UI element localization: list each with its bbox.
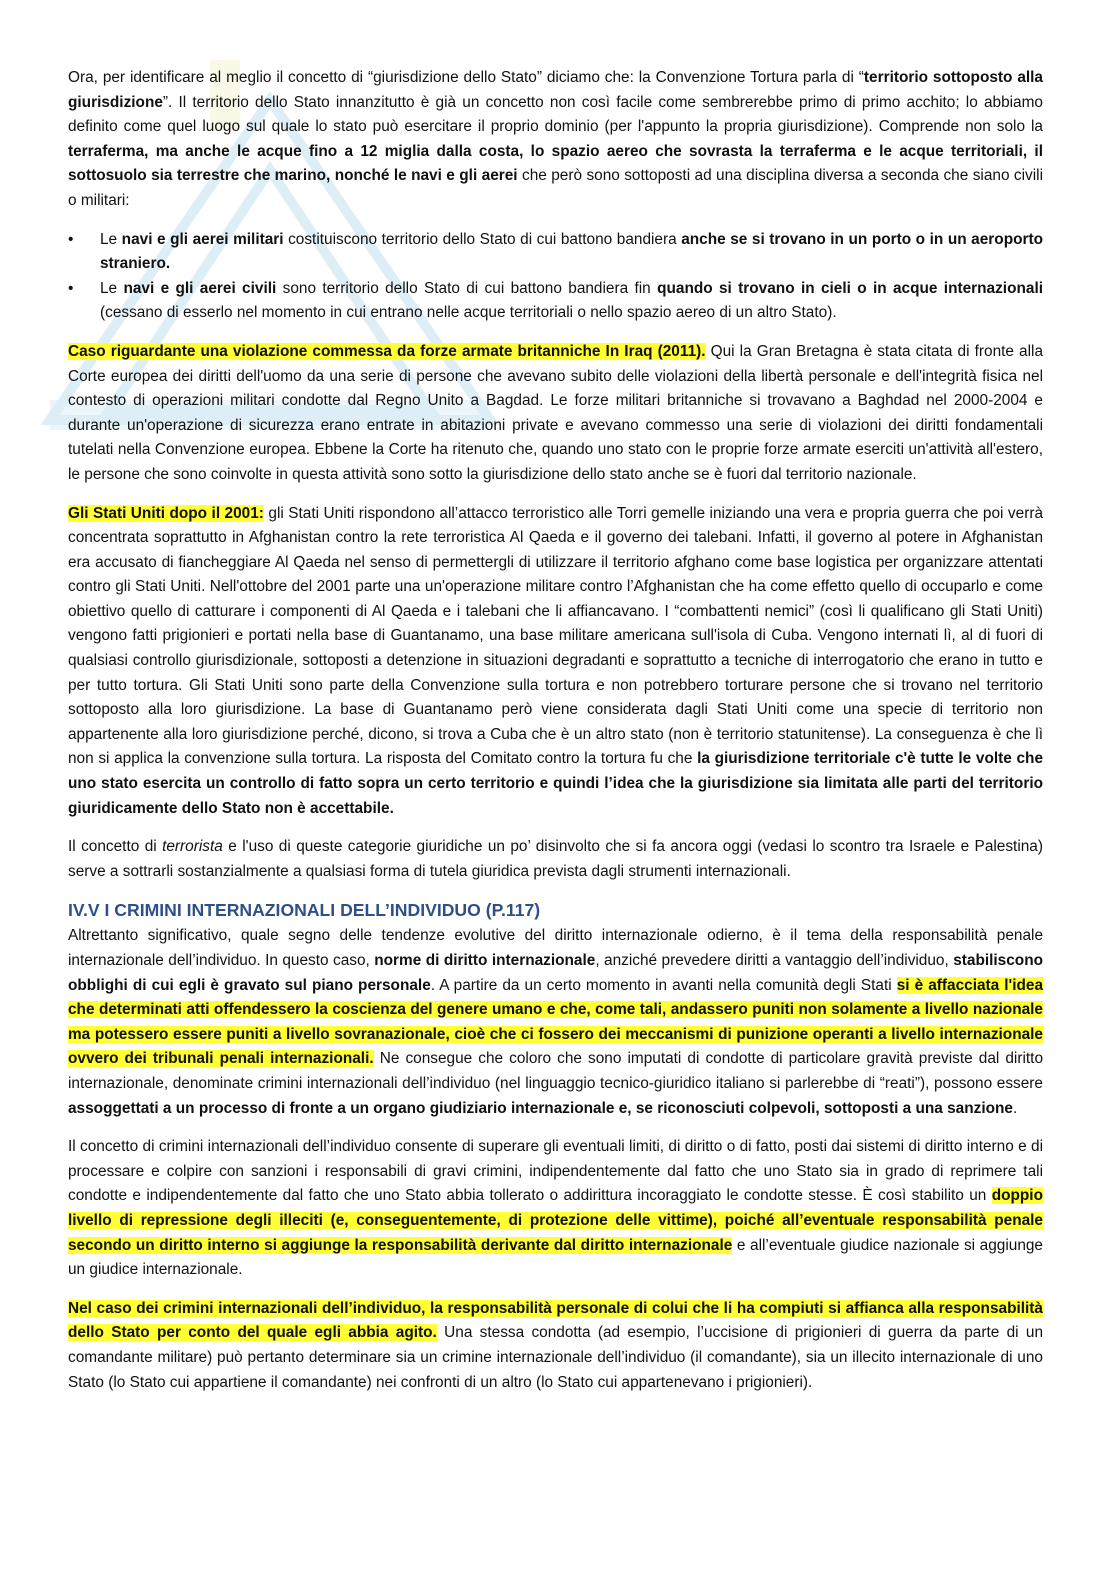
paragraph-stati-uniti	[68, 502, 1043, 822]
italic-text: terrorista	[162, 838, 223, 856]
bold-text: assoggettati a un processo di fronte a un organo giudiziario internazionale e, se riconosciuti colpevoli, sottoposti a una sanzione	[68, 1099, 1013, 1117]
paragraph-responsabilita	[68, 1297, 1043, 1395]
bold-text: navi e gli aerei civili	[123, 279, 277, 297]
bold-text: terraferma, ma anche le acque fino a 12 miglia dalla costa, lo spazio aereo che sovrasta la terraferma e le acque territoriali, il sottosuolo sia terrestre che marino, nonché le navi e gli aerei	[68, 142, 1043, 185]
text: .	[1012, 1099, 1018, 1117]
list-item	[68, 228, 1044, 277]
bold-text: stabiliscono obblighi di cui egli è gravato sul piano personale	[68, 952, 1043, 994]
highlighted-text: doppio livello di repressione degli illeciti (e, conseguentemente, di protezione delle vittime), poiché all’eventuale responsabilità penale secondo un diritto interno si aggiunge la responsabilità derivante dal diritto internazionale	[68, 1187, 1043, 1254]
text: Qui la Gran Bretagna è stata citata di fronte alla Corte europea dei diritti dell'uomo da una serie di persone che avevano subito delle violazioni della libertà personale e dell'integrità fisica nel contesto di operazioni militari condotte dal Regno Unito a Bagdad. Le forze militari britanniche si trovavano a Baghdad nel 2000-2004 e durante un'operazione di sicurezza erano entrate in abitazioni private e avevano commesso una serie di violazioni dei diritti fondamentali tutelati nella Convenzione europea. Ebbene la Corte ha ritenuto che, quando uno stato con le proprie forze armate eserciti un'attività all'estero, le persone che sono coinvolte in questa attività sono sotto la giurisdizione dello stato anche se è fuori dal territorio nazionale.	[68, 342, 1044, 483]
bold-text: navi e gli aerei militari	[121, 230, 284, 248]
bold-text: anche se si trovano in un porto o in un aeroporto straniero.	[100, 230, 1044, 273]
text: Altrettanto significativo, quale segno delle tendenze evolutive del diritto internazionale odierno, è il tema della responsabilità penale internazionale dell’individuo. In questo caso,	[68, 927, 1043, 969]
bullet-list	[68, 228, 1043, 326]
text: (cessano di esserlo nel momento in cui entrano nelle acque territoriali o nello spazio aereo di un altro Stato).	[100, 304, 837, 322]
text: che però sono sottoposti ad una disciplina diversa a seconda che siano civili o militari:	[68, 167, 1043, 209]
bold-text: territorio sottoposto alla giurisdizione	[68, 69, 1043, 111]
text: costituiscono territorio dello Stato di cui battono bandiera	[283, 230, 682, 248]
text: e l'uso di queste categorie giuridiche un po’ disinvolto che si fa ancora oggi (vedasi lo scontro tra Israele e Palestina) serve a sottrarli sostanzialmente a qualsiasi forma di tutela giuridica prevista dagli strumenti internazionali.	[68, 838, 1043, 880]
paragraph-iraq	[68, 340, 1043, 488]
bold-text: norme di diritto internazionale	[374, 952, 596, 969]
paragraph-doppio-livello	[68, 1135, 1043, 1283]
text: Le	[100, 279, 124, 297]
text: sono territorio dello Stato di cui battono bandiera fin	[276, 279, 658, 297]
text: , anziché prevedere diritti a vantaggio dell’individuo,	[595, 952, 954, 969]
list-item	[68, 277, 1043, 326]
highlighted-text: Gli Stati Uniti dopo il 2001:	[68, 504, 264, 522]
text: Le	[100, 230, 122, 248]
text: Una stessa condotta (ad esempio, l’uccisione di prigionieri di guerra da parte di un comandante militare) può pertanto determinare sia un crimine internazionale dell’individuo (il comandante), sia un illecito internazionale di uno Stato (lo Stato cui appartiene il comandante) nei confronti di un altro (lo Stato cui appartenevano i prigionieri).	[68, 1324, 1043, 1391]
bullet-icon: •	[68, 279, 74, 297]
bullet-icon: •	[68, 230, 74, 248]
text: . A partire da un certo momento in avanti nella comunità degli Stati	[430, 976, 897, 994]
text: ”. Il territorio dello Stato innanzitutto è già un concetto non così facile come sembrerebbe primo di primo acchito; lo abbiamo definito come quel luogo sul quale lo stato può esercitare il proprio dominio (per l'appunto la propria giurisdizione). Comprende non solo la	[68, 93, 1043, 136]
section-heading: IV.V I CRIMINI INTERNAZIONALI DELL’INDIVIDUO (P.117)	[68, 900, 541, 921]
text: e all’eventuale giudice nazionale si aggiunge un giudice internazionale.	[68, 1236, 1043, 1279]
bold-text: quando si trovano in cieli o in acque internazionali	[657, 279, 1043, 297]
bold-text: la giurisdizione territoriale c'è tutte le volte che uno stato esercita un controllo di fatto sopra un certo territorio e quindi l’idea che la giurisdizione sia limitata alle parti del territorio giuridicamente dello Stato non è accettabile.	[68, 750, 1043, 817]
paragraph-terrorista	[68, 835, 1043, 884]
document-page	[68, 66, 1043, 1409]
text: gli Stati Uniti rispondono all’attacco terroristico alle Torri gemelle iniziando una vera e propria guerra che poi verrà concentrata soprattutto in Afghanistan contro la rete terroristica Al Qaeda e il governo dei talebani. Infatti, il governo al potere in Afghanistan era accusato di fiancheggiare Al Qaeda nel senso di permettergli di utilizzare il territorio afghano come base logistica per organizzare attentati contro gli Stati Uniti. Nell'ottobre del 2001 parte una un'operazione militare contro l’Afghanistan che ha come effetto quello di occuparlo e come obiettivo quello di catturare i componenti di Al Qaeda e i talebani che li affiancavano. I “combattenti nemici” (così li qualificano gli Stati Uniti) vengono fatti prigionieri e portati nella base di Guantanamo, una base militare americana sull'isola di Cuba. Vengono internati lì, al di fuori di qualsiasi controllo giurisdizionale, sottoposti a detenzione in situazioni degradanti e soprattutto a tecniche di interrogatorio che erano in tutto e per tutto tortura. Gli Stati Uniti sono parte della Convenzione sulla tortura e non potrebbero torturare persone che si trovano nel territorio sottoposto alla loro giurisdizione. La base di Guantanamo però viene considerata dagli Stati Uniti come una specie di territorio non appartenente alla loro giurisdizione perché, dicono, si trova a Cuba che è un altro stato (non è territorio statunitense). La conseguenza è che lì non si applica la convenzione sulla tortura. La risposta del Comitato contro la tortura fu che	[68, 504, 1043, 768]
paragraph-crimini	[68, 924, 1043, 1121]
text: Il concetto di crimini internazionali dell’individuo consente di superare gli eventuali limiti, di diritto o di fatto, posti dai sistemi di diritto interno e di processare e colpire con sanzioni i responsabili di gravi crimini, indipendentemente dal fatto che uno Stato sia in grado di reprimere tali condotte e indipendentemente dal fatto che uno Stato abbia tollerato o addirittura incoraggiato le condotte stesse. È così stabilito un	[68, 1138, 1043, 1205]
paragraph-giurisdizione	[68, 66, 1043, 214]
text: Il concetto di	[68, 838, 163, 856]
text: Ne consegue che coloro che sono imputati di condotte di particolare gravità previste dal diritto internazionale, denominate crimini internazionali dell’individuo (nel linguaggio tecnico-giuridico italiano si parlerebbe di “reati”), possono essere	[68, 1050, 1043, 1092]
highlighted-text: Caso riguardante una violazione commessa da forze armate britanniche In Iraq (2011).	[68, 342, 706, 360]
highlighted-text: Nel caso dei crimini internazionali dell’individuo, la responsabilità personale di colui che li ha compiuti si affianca alla responsabilità dello Stato per conto del quale egli abbia agito.	[68, 1299, 1043, 1342]
text: Ora, per identificare al meglio il concetto di “giurisdizione dello Stato” diciamo che: la Convenzione Tortura parla di “	[68, 69, 864, 86]
highlighted-text: si è affacciata l'idea che determinati atti offendessero la coscienza del genere umano e che, come tali, andassero puniti non solamente a livello nazionale ma potessero essere puniti a livello sovranazionale, cioè che ci fossero dei meccanismi di punizione operanti a livello internazionale ovvero dei tribunali penali internazionali.	[68, 976, 1044, 1068]
